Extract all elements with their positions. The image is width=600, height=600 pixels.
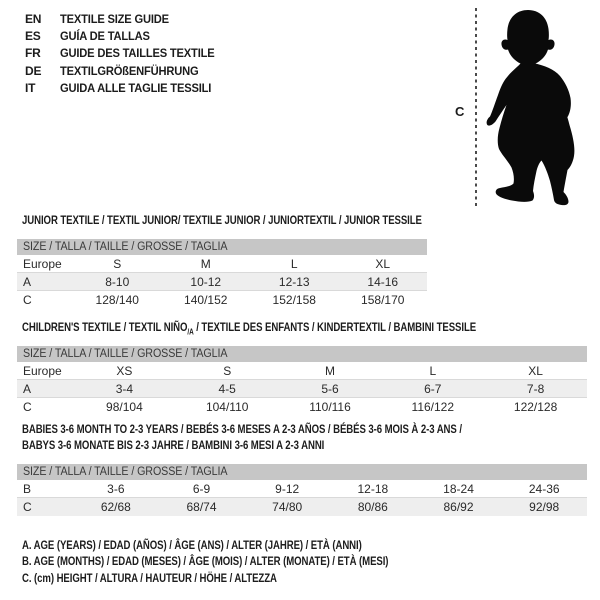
months-cell: 3-6 [107,481,125,496]
size-cell: M [324,363,335,378]
language-code: EN [25,11,42,26]
toddler-silhouette-icon [484,8,592,208]
height-cell: 92/98 [529,500,560,514]
language-row-es [25,27,226,44]
months-cell: 18-24 [443,481,474,496]
months-cell: 9-12 [275,481,300,496]
language-code: IT [25,80,36,95]
note-height: C. (cm) HEIGHT / ALTURA / HAUTEUR / HÖHE / ALTEZZA [22,570,277,585]
height-cell: 104/110 [205,400,249,414]
language-title: GUÍA DE TALLAS [60,28,150,43]
age-cell: 5-6 [321,381,339,396]
legend-notes [22,537,480,586]
age-cell: 6-7 [424,381,442,396]
age-cell: 4-5 [218,381,236,396]
language-row-it [25,79,226,96]
height-cell: 74/80 [272,500,303,514]
children-table-title [22,320,476,339]
size-cell: XS [116,363,133,378]
height-cell: 122/128 [513,400,558,414]
table-row-age [17,380,587,398]
row-label: Europe [23,363,62,378]
size-header-bar [17,464,587,480]
size-cell: XL [528,363,543,378]
note-age-months: B. AGE (MONTHS) / EDAD (MESES) / ÂGE (MOIS) / ALTER (MONATE) / ETÀ (MESI) [22,554,389,569]
children-title-post: / TEXTILE DES ENFANTS / KINDERTEXTIL / BAMBINI TESSILE [193,320,477,334]
row-label: Europe [23,256,62,271]
age-cell: 12-13 [278,274,310,289]
note-age-years: A. AGE (YEARS) / EDAD (AÑOS) / ÂGE (ANS) / ALTER (JAHRE) / ETÀ (ANNI) [22,538,362,552]
size-header-label: SIZE / TALLA / TAILLE / GRÖSSE / TAGLIA [23,241,228,253]
height-cell: 86/92 [443,500,474,514]
children-size-table [17,346,587,416]
language-title: GUIDE DES TAILLES TEXTILE [60,46,215,61]
language-title-block [25,10,226,96]
babies-table-title-line1: BABIES 3-6 MONTH TO 2-3 YEARS / BEBÉS 3-6 MESES A 2-3 AÑOS / BÉBÉS 3-6 MOIS À 2-3 ANS / [22,422,462,436]
table-row-europe [17,362,587,380]
age-cell: 8-10 [105,274,130,289]
row-label: C [23,500,32,514]
row-label: C [23,293,32,307]
table-row-height [17,398,587,416]
age-cell: 3-4 [115,381,134,396]
row-label: A [23,274,32,289]
row-label: A [23,381,32,396]
height-cell: 110/116 [309,400,351,414]
height-cell: 62/68 [100,500,131,514]
height-measure-dashed-line [475,8,477,206]
age-cell: 10-12 [190,274,222,289]
table-row-age [17,273,427,291]
height-cell: 152/158 [272,293,316,307]
size-cell: L [290,256,298,271]
children-title-sub: /A [187,327,194,337]
row-label: B [23,481,32,496]
height-marker-label: C [455,104,465,119]
size-cell: S [223,363,232,378]
age-cell: 7-8 [526,381,545,396]
size-cell: L [429,363,437,378]
height-cell: 68/74 [186,500,217,514]
language-title: TEXTILGRÖßENFÜHRUNG [60,63,199,78]
size-cell: S [113,256,122,271]
language-row-en [25,10,226,27]
language-row-de [25,62,226,79]
row-label: C [23,400,32,414]
months-cell: 6-9 [192,481,211,496]
language-title: TEXTILE SIZE GUIDE [60,11,169,26]
height-cell: 116/122 [411,400,455,414]
months-cell: 24-36 [528,481,560,496]
junior-size-table [17,239,427,309]
size-header-label: SIZE / TALLA / TAILLE / GRÖSSE / TAGLIA [23,466,228,478]
months-cell: 12-18 [357,481,389,496]
height-cell: 140/152 [184,293,228,307]
height-cell: 80/86 [357,500,388,514]
table-row-height [17,498,587,516]
language-code: FR [25,46,41,61]
height-cell: 98/104 [106,400,143,414]
babies-table-title-line2: BABYS 3-6 MONATE BIS 2-3 JAHRE / BAMBINI 3-6 MESI A 2-3 ANNI [22,438,325,452]
size-header-bar [17,346,587,362]
age-cell: 14-16 [367,274,399,289]
size-cell: XL [375,256,391,271]
table-row-height [17,291,427,309]
language-code: ES [25,28,41,43]
size-cell: M [200,256,211,271]
height-cell: 158/170 [361,293,405,307]
height-cell: 128/140 [95,293,139,307]
babies-size-table [17,464,587,516]
size-header-bar [17,239,427,255]
table-row-europe [17,255,427,273]
junior-table-title: JUNIOR TEXTILE / TEXTIL JUNIOR/ TEXTILE JUNIOR / JUNIORTEXTIL / JUNIOR TESSILE [22,213,422,227]
children-title-pre: CHILDREN'S TEXTILE / TEXTIL NIÑO [22,320,188,334]
language-row-fr [25,45,226,62]
table-row-months [17,480,587,498]
language-title: GUIDA ALLE TAGLIE TESSILI [60,80,212,95]
size-header-label: SIZE / TALLA / TAILLE / GRÖSSE / TAGLIA [23,348,228,360]
language-code: DE [25,63,42,78]
